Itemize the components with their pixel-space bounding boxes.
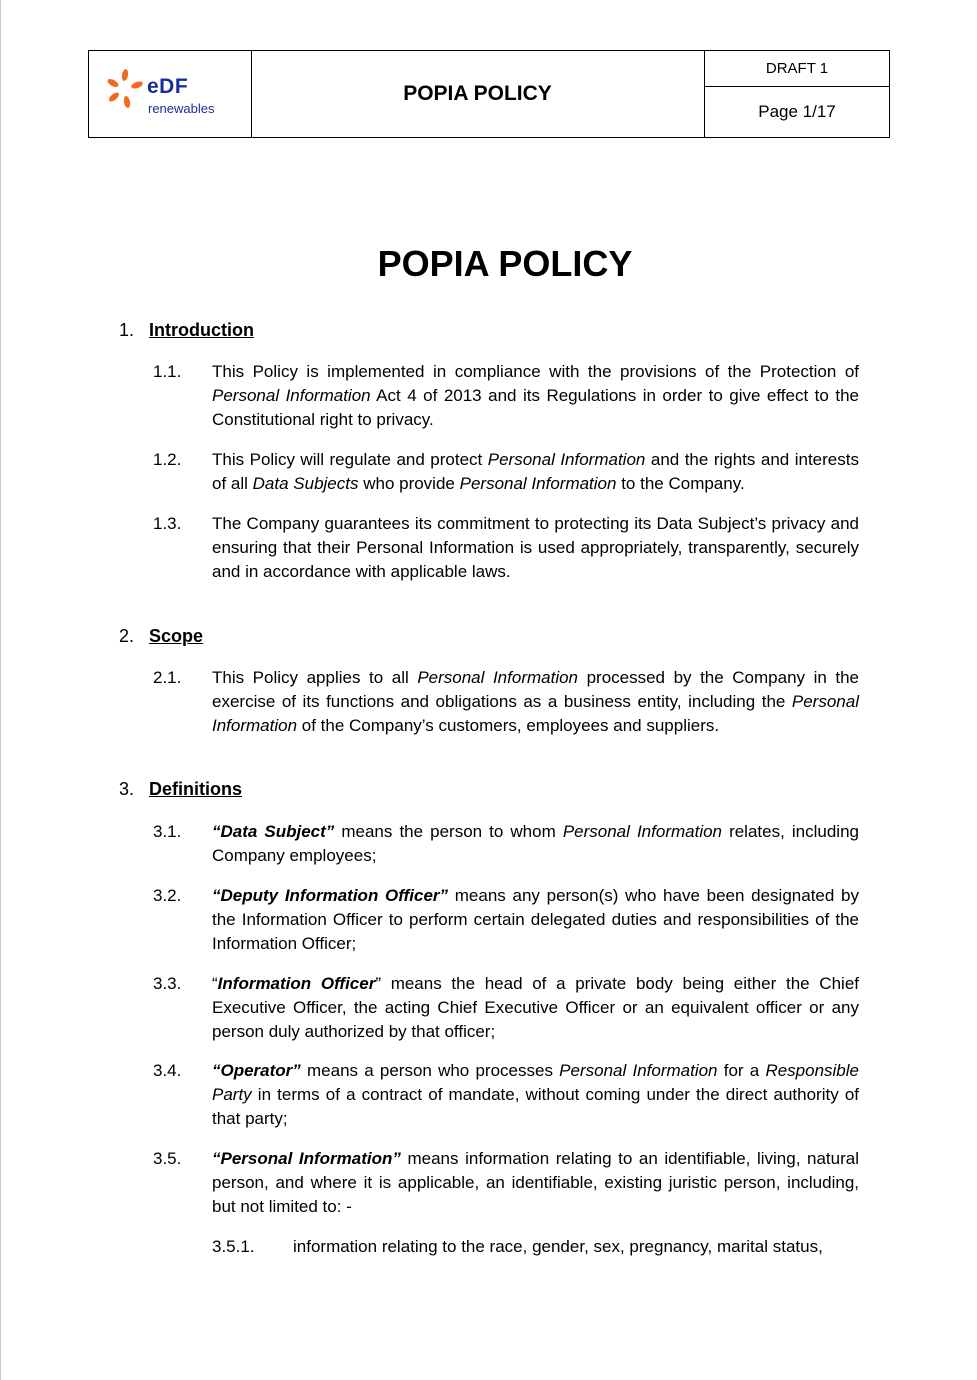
clause-number: 3.2. — [153, 886, 182, 905]
definition-3-4 — [153, 1059, 859, 1131]
section-heading — [119, 626, 203, 647]
logo-sub-text: renewables — [148, 101, 215, 116]
edf-spark-icon — [105, 69, 145, 109]
section-number: 2. — [119, 626, 135, 646]
clause-1-2 — [153, 448, 859, 496]
edf-logo — [105, 69, 245, 121]
clause-text: “Personal Information” means information relating to an identifiable, living, natural person, and where it is applicable, an identifiable, existing juristic person, including, but not limited to: - — [212, 1149, 859, 1216]
section-title: Scope — [149, 626, 204, 646]
clause-number: 1.3. — [153, 514, 182, 533]
definition-3-3 — [153, 972, 859, 1044]
clause-number: 3.5. — [153, 1149, 182, 1168]
section-title: Definitions — [149, 779, 242, 799]
clause-text: “Operator” means a person who processes Personal Information for a Responsible Party in terms of a contract of mandate, without coming under the direct authority of that party; — [212, 1061, 859, 1128]
clause-text: The Company guarantees its commitment to protecting its Data Subject’s privacy and ensuring that their Personal Information is used appropriately, transparently, securely and in accordance with applicable laws. — [212, 514, 859, 581]
clause-text: information relating to the race, gender, sex, pregnancy, marital status, — [293, 1237, 823, 1256]
clause-number: 2.1. — [153, 668, 182, 687]
logo-cell — [89, 51, 252, 137]
page-number: Page 1/17 — [758, 102, 836, 121]
clause-number: 3.4. — [153, 1061, 182, 1080]
page-edge — [0, 0, 1, 1380]
clause-text: This Policy is implemented in compliance with the provisions of the Protection of Personal Information Act 4 of 2013 and its Regulations in order to give effect to the Constitutional right to privacy. — [212, 362, 859, 429]
clause-number: 1.2. — [153, 450, 182, 469]
clause-2-1 — [153, 666, 859, 738]
clause-text: “Data Subject” means the person to whom Personal Information relates, including Company employees; — [212, 822, 859, 865]
section-heading — [119, 779, 242, 800]
section-number: 3. — [119, 779, 135, 799]
definition-3-1 — [153, 820, 859, 868]
section-heading — [119, 320, 254, 341]
clause-1-3 — [153, 512, 859, 584]
section-number: 1. — [119, 320, 135, 340]
definition-3-5-1 — [212, 1235, 859, 1259]
section-title: Introduction — [149, 320, 254, 340]
draft-label: DRAFT 1 — [705, 51, 889, 87]
clause-text: “Information Officer” means the head of a private body being either the Chief Executive Officer, the acting Chief Executive Officer or an equivalent officer or any person duly authorized by that officer; — [212, 974, 859, 1041]
clause-number: 3.3. — [153, 974, 182, 993]
definition-3-2 — [153, 884, 859, 956]
document-title: POPIA POLICY — [377, 243, 633, 284]
clause-number: 1.1. — [153, 362, 182, 381]
clause-1-1 — [153, 360, 859, 432]
header-title: POPIA POLICY — [251, 51, 705, 137]
definition-3-5 — [153, 1147, 859, 1219]
clause-text: This Policy applies to all Personal Information processed by the Company in the exercise of its functions and obligations as a business entity, including the Personal Information of the Company’s customers, employees and suppliers. — [212, 668, 859, 735]
logo-brand-text: eDF — [147, 75, 189, 98]
clause-number: 3.1. — [153, 822, 182, 841]
header-table — [88, 50, 890, 138]
clause-number: 3.5.1. — [212, 1237, 255, 1256]
clause-text: This Policy will regulate and protect Personal Information and the rights and interests of all Data Subjects who provide Personal Information to the Company. — [212, 450, 859, 493]
clause-text: “Deputy Information Officer” means any person(s) who have been designated by the Information Officer to perform certain delegated duties and responsibilities of the Information Officer; — [212, 886, 859, 953]
